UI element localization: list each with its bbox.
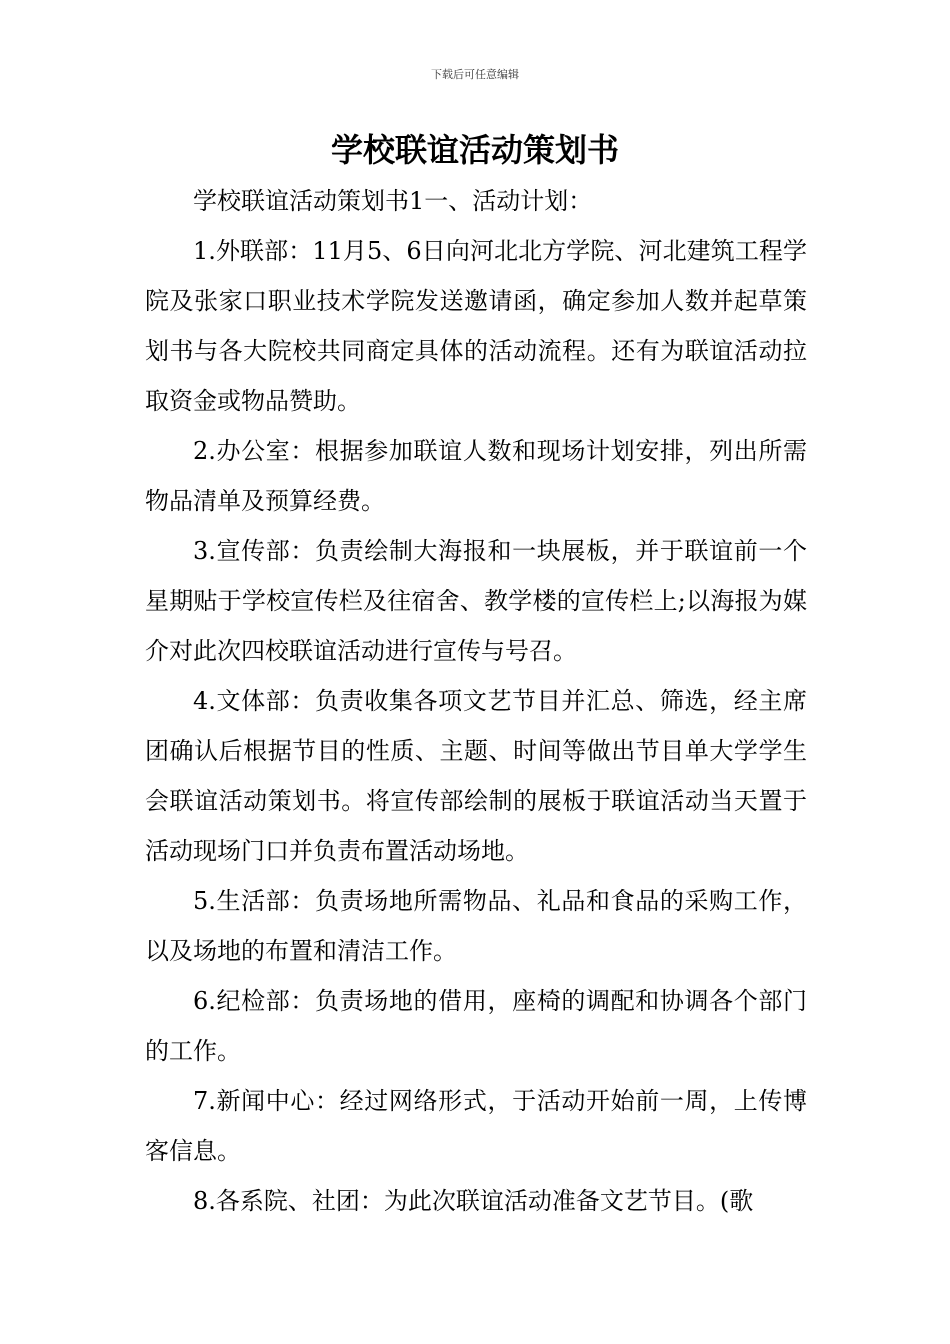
paragraph-intro: 学校联谊活动策划书1一、活动计划： <box>193 187 593 215</box>
document-title: 学校联谊活动策划书 <box>330 131 619 169</box>
paragraph-item-1: 1.外联部：11月5、6日向河北北方学院、河北建筑工程学院及张家口职业技术学院发送邀请函，确定参加人数并起草策划书与各大院校共同商定具体的活动流程。还有为联谊活动拉取资金或物品赞助。 <box>145 237 807 415</box>
paragraph-item-2: 2.办公室：根据参加联谊人数和现场计划安排，列出所需物品清单及预算经费。 <box>145 437 807 515</box>
paragraph-item-6: 6.纪检部：负责场地的借用，座椅的调配和协调各个部门的工作。 <box>145 987 807 1065</box>
paragraph-item-8: 8.各系院、社团：为此次联谊活动准备文艺节目。(歌 <box>193 1187 754 1215</box>
paragraph-item-7: 7.新闻中心：经过网络形式，于活动开始前一周，上传博客信息。 <box>145 1087 807 1165</box>
document-body <box>145 176 807 1226</box>
paragraph-item-5: 5.生活部：负责场地所需物品、礼品和食品的采购工作，以及场地的布置和清洁工作。 <box>145 887 807 965</box>
header-note: 下载后可任意编辑 <box>431 68 519 81</box>
paragraph-item-3: 3.宣传部：负责绘制大海报和一块展板，并于联谊前一个星期贴于学校宣传栏及往宿舍、教学楼的宣传栏上;以海报为媒介对此次四校联谊活动进行宣传与号召。 <box>145 537 807 665</box>
paragraph-item-4: 4.文体部：负责收集各项文艺节目并汇总、筛选，经主席团确认后根据节目的性质、主题、时间等做出节目单大学学生会联谊活动策划书。将宣传部绘制的展板于联谊活动当天置于活动现场门口并负责布置活动场地。 <box>145 687 807 865</box>
